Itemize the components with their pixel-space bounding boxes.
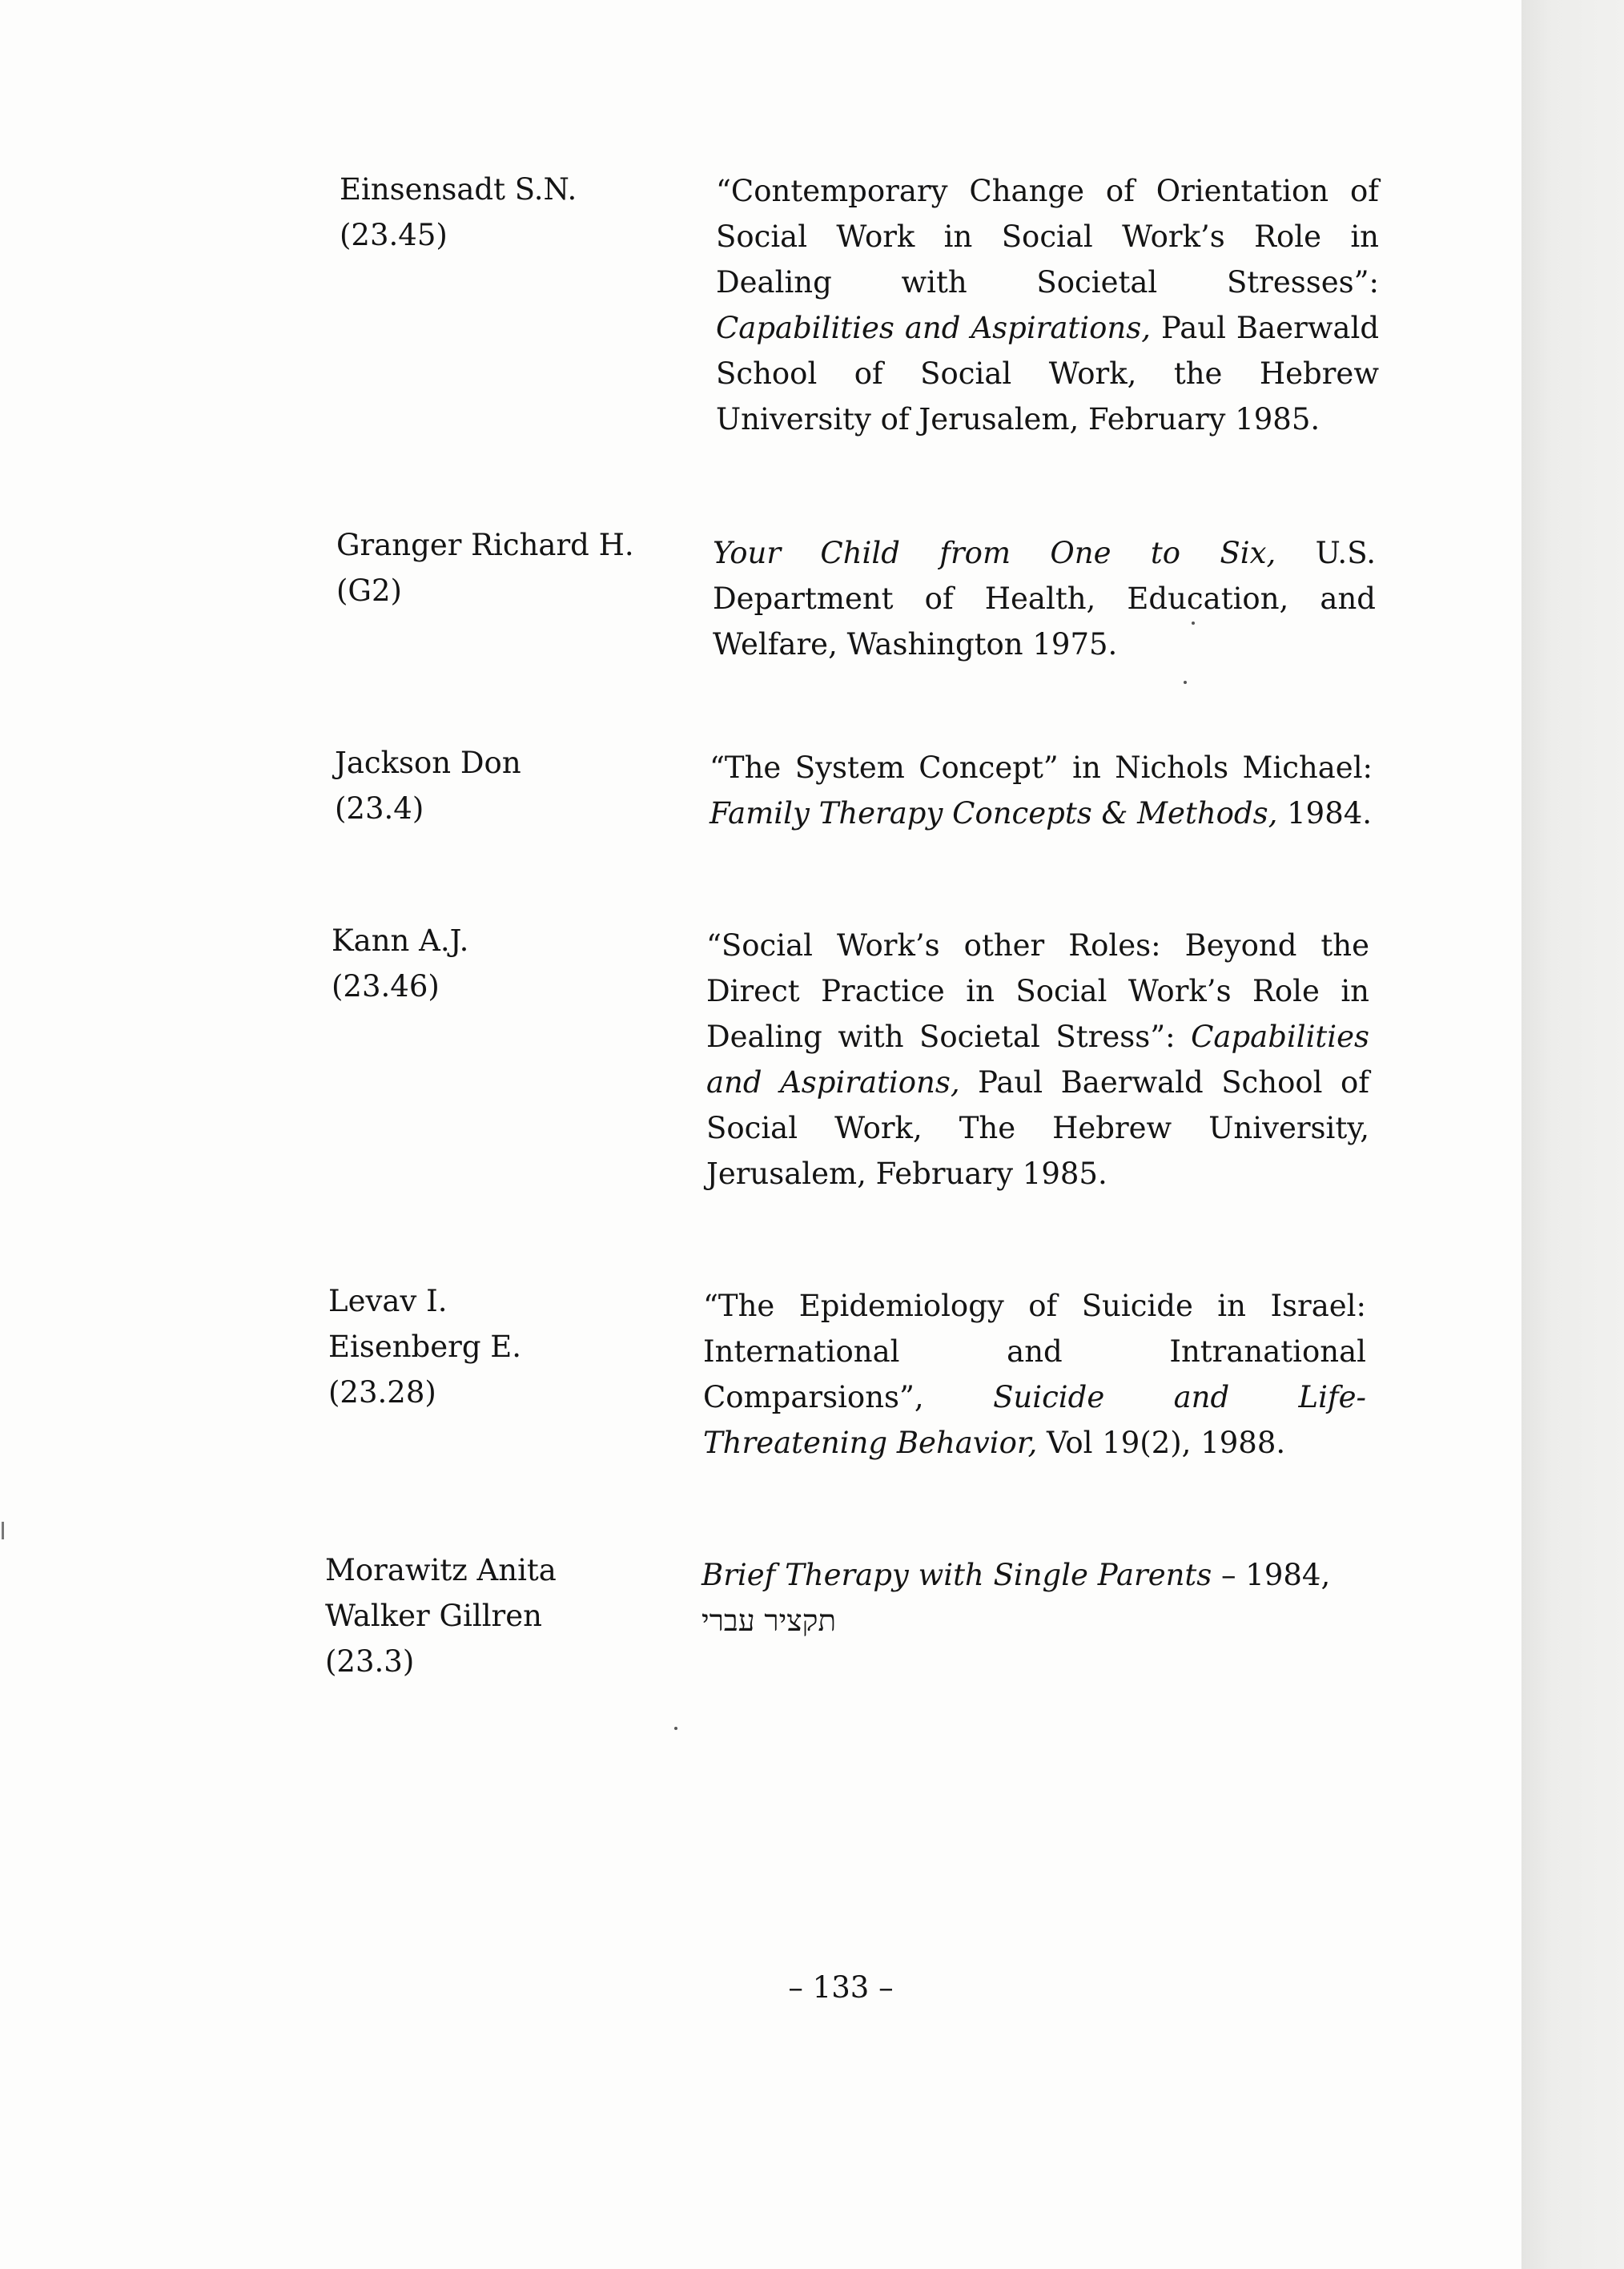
- reference-text: Paul Baerwald School of Social Work, The Hebrew University, Jerusalem, February 1985.: [706, 1065, 1369, 1191]
- entry-author: [336, 522, 689, 614]
- reference-title: Capabilities and Aspirations,: [706, 1020, 1369, 1100]
- reference-text: – 1984,: [1212, 1558, 1331, 1592]
- reference-title: Family Therapy Concepts & Methods,: [709, 796, 1278, 831]
- scan-speck: [1184, 681, 1187, 684]
- author-code: (23.46): [332, 969, 440, 1004]
- scan-edge-mark: [2, 1522, 4, 1539]
- entry-reference: [716, 168, 1379, 442]
- reference-text: Paul Baerwald School of Social Work, the Hebrew University of Jerusalem, February 1985.: [716, 311, 1380, 437]
- author-name: Kann A.J.: [332, 923, 469, 958]
- author-code: (G2): [336, 573, 402, 608]
- entry-author: [340, 167, 692, 258]
- author-code: (23.45): [340, 218, 448, 252]
- author-name: Levav I.: [328, 1284, 448, 1318]
- reference-title: Suicide and Life-Threatening Behavior,: [703, 1380, 1366, 1460]
- entry-author: [328, 1278, 681, 1415]
- scan-speck: [1192, 622, 1195, 625]
- entry-author: [325, 1547, 677, 1684]
- entry-reference: [706, 923, 1369, 1197]
- reference-title: Brief Therapy with Single Parents: [701, 1558, 1212, 1592]
- reference-text: “The Epidemiology of Suicide in Israel: International and Intranational Comparsions”,: [703, 1289, 1366, 1414]
- reference-title: Your Child from One to Six,: [713, 536, 1276, 570]
- entry-author: [332, 918, 684, 1009]
- reference-text: U.S. Department of Health, Education, and Welfare, Washington 1975.: [713, 536, 1376, 662]
- entry-reference: [713, 530, 1376, 667]
- author-code: (23.3): [325, 1644, 415, 1679]
- author-name: Morawitz Anita: [325, 1553, 557, 1587]
- reference-text: “The System Concept” in Nichols Michael:: [709, 750, 1373, 785]
- reference-text: “Contemporary Change of Orientation of Social Work in Social Work’s Role in Dealing with Societal Stresses”:: [716, 174, 1379, 300]
- reference-text: “Social Work’s other Roles: Beyond the Direct Practice in Social Work’s Role in Dealing with Societal Stress”:: [706, 928, 1369, 1054]
- entry-reference: [703, 1283, 1366, 1466]
- entry-author: [335, 740, 687, 831]
- hebrew-abstract-note: תקציר עברי: [701, 1603, 837, 1638]
- scan-edge: [1521, 0, 1624, 2269]
- author-name: Granger Richard H.: [336, 528, 634, 562]
- author-code: (23.4): [335, 791, 424, 826]
- page-number: – 133 –: [788, 1970, 894, 2005]
- entry-reference: [701, 1552, 1365, 1643]
- reference-text: 1984.: [1277, 796, 1373, 831]
- scan-speck: [674, 1727, 677, 1730]
- author-name: Einsensadt S.N.: [340, 172, 577, 207]
- reference-title: Capabilities and Aspirations,: [716, 311, 1151, 345]
- entry-reference: [709, 745, 1373, 836]
- author-name: Walker Gillren: [325, 1599, 542, 1633]
- reference-text: Vol 19(2), 1988.: [1037, 1426, 1286, 1460]
- author-code: (23.28): [328, 1375, 436, 1410]
- author-name: Eisenberg E.: [328, 1330, 522, 1364]
- author-name: Jackson Don: [335, 746, 521, 780]
